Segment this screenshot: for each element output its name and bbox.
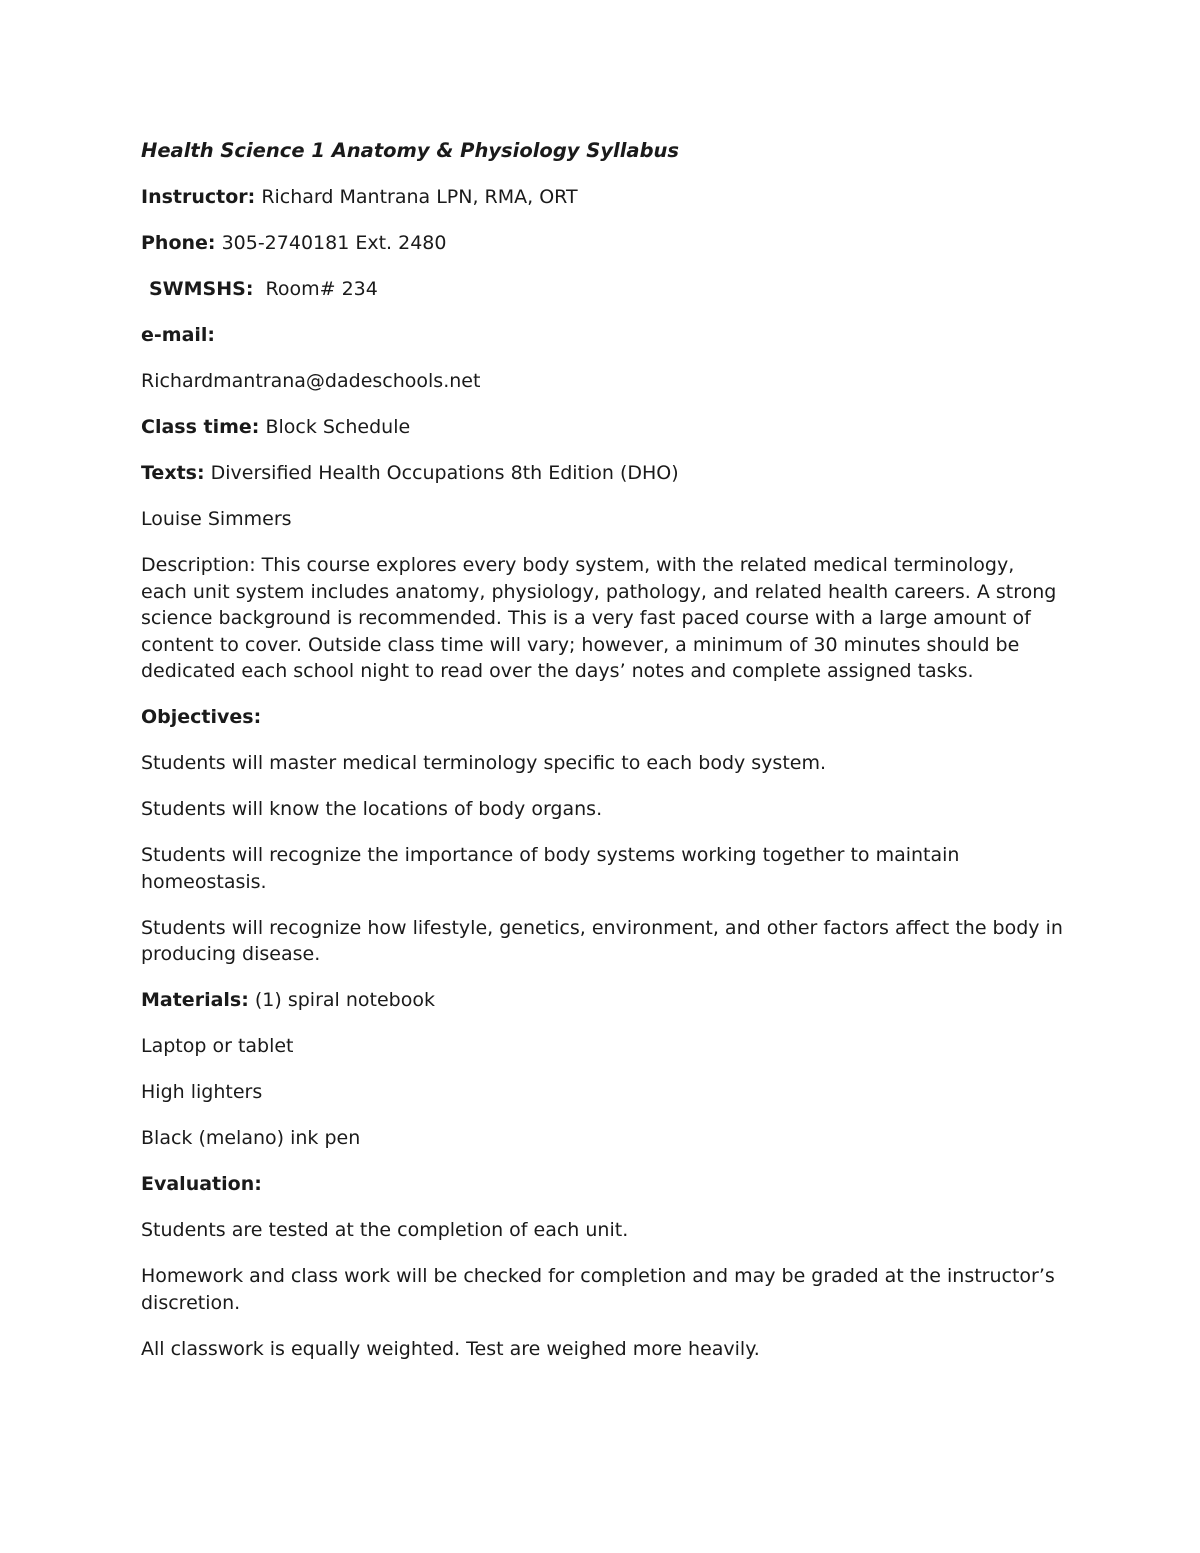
materials-first: (1) spiral notebook: [254, 989, 435, 1011]
document-title: Health Science 1 Anatomy & Physiology Syllabus: [141, 139, 680, 162]
material-item: Laptop or tablet: [141, 1035, 294, 1057]
location-value: Room# 234: [265, 278, 378, 300]
material-item: Black (melano) ink pen: [141, 1127, 361, 1149]
texts-line: [141, 460, 1066, 487]
instructor-label: Instructor:: [141, 186, 256, 208]
objective-item: Students will master medical terminology specific to each body system.: [141, 752, 827, 774]
texts-value: Diversified Health Occupations 8th Edition (DHO): [210, 462, 679, 484]
email-label: e-mail:: [141, 324, 216, 346]
course-description: Description: This course explores every body system, with the related medical terminology, each unit system includes anatomy, physiology, pathology, and related health careers. A strong science background is recommended. This is a very fast paced course with a large amount of content to cover. Outside class time will vary; however, a minimum of 30 minutes should be dedicated each school night to read over the days’ notes and complete assigned tasks.: [141, 554, 1057, 682]
objective-item: Students will recognize how lifestyle, genetics, environment, and other factors affect the body in producing disease.: [141, 916, 1063, 965]
class-time-line: [141, 414, 1066, 441]
phone-line: [141, 230, 1066, 257]
objective-item: Students will recognize the importance of body systems working together to maintain homeostasis.: [141, 844, 960, 893]
materials-label: Materials:: [141, 989, 249, 1011]
evaluation-item: Homework and class work will be checked for completion and may be graded at the instructor’s discretion.: [141, 1265, 1055, 1314]
location-label: SWMSHS:: [149, 278, 254, 300]
class-time-label: Class time:: [141, 416, 260, 438]
phone-label: Phone:: [141, 232, 216, 254]
evaluation-item: All classwork is equally weighted. Test are weighed more heavily.: [141, 1337, 760, 1360]
class-time-value: Block Schedule: [265, 416, 411, 438]
instructor-line: [141, 184, 1066, 211]
texts-label: Texts:: [141, 462, 205, 484]
instructor-value: Richard Mantrana LPN, RMA, ORT: [261, 186, 578, 208]
evaluation-item: Students are tested at the completion of each unit.: [141, 1219, 629, 1241]
texts-author: Louise Simmers: [141, 508, 292, 530]
objectives-heading: Objectives:: [141, 706, 262, 728]
materials-line: [141, 987, 1066, 1014]
phone-value: 305-2740181 Ext. 2480: [221, 232, 447, 254]
email-value: Richardmantrana@dadeschools.net: [141, 370, 481, 392]
objective-item: Students will know the locations of body organs.: [141, 798, 603, 820]
syllabus-page: [141, 138, 1066, 1382]
location-line: [141, 276, 1066, 303]
evaluation-heading: Evaluation:: [141, 1173, 262, 1195]
material-item: High lighters: [141, 1081, 263, 1103]
